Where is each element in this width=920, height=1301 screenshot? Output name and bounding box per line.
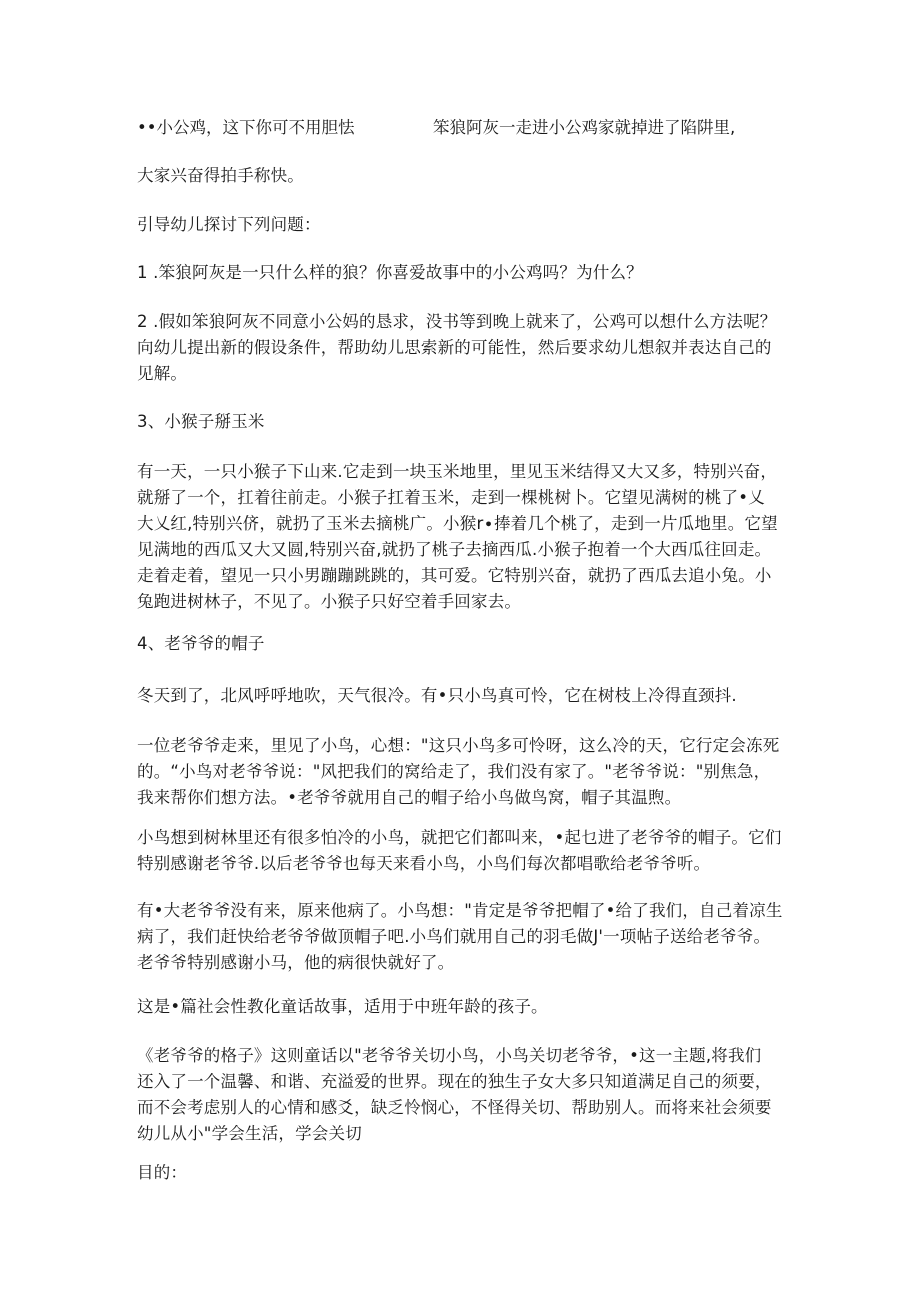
old-man-paragraph <box>137 733 802 811</box>
text-line: 病了，我们赶快给老爷爷做顶帽子吧.小鸟们就用自己的羽毛做J'一项帖子送给老爷爷。 <box>137 927 771 946</box>
text-line: 特别感谢老爷爷.以后老爷爷也每天来看小鸟，小鸟们每次都唱歌给老爷爷听。 <box>137 854 711 873</box>
text-line: 小鸟想到树林里还有很多怕冷的小鸟，就把它们都叫来，•起乜进了老爷爷的帽子。它们 <box>137 828 782 847</box>
text-line: 还入了一个温馨、和谐、充溢爱的世界。现在的独生子女大多只知道满足自己的须要， <box>137 1072 772 1091</box>
question-2 <box>137 309 802 387</box>
sick-paragraph <box>137 898 802 976</box>
text-line: 的。“小鸟对老爷爷说："风把我们的窝给走了，我们没有家了。"老爷爷说："别焦急， <box>137 762 771 781</box>
goal-label: 目的： <box>137 1163 188 1182</box>
social-education-paragraph: 这是•篇社会性教化童话故事，适用于中班年龄的孩子。 <box>137 997 548 1016</box>
text-line: 一位老爷爷走来，里见了小鸟，心想："这只小鸟多可怜呀，这么冷的天，它行定会冻死 <box>137 736 780 755</box>
winter-paragraph: 冬天到了，北风呼呼地吹，天气很冷。有•只小鸟真可怜，它在树枝上冷得直颈抖. <box>137 686 737 705</box>
text-line: 有•大老爷爷没有来，原来他病了。小鸟想："肯定是爷爷把帽了•给了我们，自己着凉生 <box>137 901 783 920</box>
text-line: 而不会考虑别人的心情和感爻，缺乏怜悯心，不怪得关切、帮助别人。而将来社会须要 <box>137 1098 772 1117</box>
text-line: 老爷爷特别感谢小马，他的病很快就好了。 <box>137 953 455 972</box>
text-line: 走着走着，望见一只小男蹦蹦跳跳的，其可爱。它特别兴奋，就扔了西瓜去追小兔。小 <box>137 566 772 585</box>
cheer-paragraph: 大家兴奋得拍手称快。 <box>137 166 304 185</box>
monkey-story-paragraph <box>137 459 802 615</box>
text-line: 大乂红,特别兴侪，就扔了玉米去摘桃广。小猴r∙捧着几个桃了，走到一片瓜地里。它望 <box>137 514 778 533</box>
text-line: 见解。 <box>137 364 188 383</box>
birds-paragraph <box>137 825 802 877</box>
text-line: 见满地的西瓜又大又圆,特别兴奋,就扔了桃子去摘西瓜.小猴子抱着一个大西瓜往回走。 <box>137 540 772 559</box>
text-line: 《老爷爷的格子》这则童话以"老爷爷关切小鸟，小鸟关切老爷爷，•这一主题,将我们 <box>137 1046 762 1065</box>
text-line: 2 .假如笨狼阿灰不同意小公妈的恳求，没书等到晚上就来了，公鸡可以想什么方法呢？ <box>137 312 777 331</box>
section-heading-3: 3、小猴子掰玉米 <box>137 412 265 431</box>
text-line: 有一天，一只小猴子下山来.它走到一块玉米地里，里见玉米结得又大又多，特别兴奋， <box>137 462 778 481</box>
text-line: 就掰了一个，扛着往前走。小猴子扛着玉米，走到一棵桃树卜。它望见满树的桃了•乂 <box>137 488 765 507</box>
opening-line <box>137 115 817 141</box>
guide-paragraph: 引导幼儿探讨下列问题： <box>137 215 321 234</box>
text-line: 向幼儿提出新的假设条件，帮助幼儿思索新的可能性，然后要求幼儿想叙并表达自己的 <box>137 338 772 357</box>
question-1: 1 .笨狼阿灰是一只什么样的狼？你喜爱故事中的小公鸡吗？为什么？ <box>137 263 643 282</box>
theme-paragraph <box>137 1043 802 1147</box>
section-heading-4: 4、老爷爷的帽子 <box>137 634 265 653</box>
text-line: 幼儿从小"学会生活，学会关切 <box>137 1124 362 1143</box>
text-line: 兔跑进树林子，不见了。小猴子只好空着手回家去。 <box>137 592 522 611</box>
opening-line-left: ••小公鸡，这下你可不用胆怯 <box>137 118 355 137</box>
text-line: 我来帮你们想方法。•老爷爷就用自己的帽子给小鸟做鸟窝，帽子其温煦。 <box>137 788 682 807</box>
opening-line-right: 笨狼阿灰一走进小公鸡家就掉进了陷阱里, <box>433 118 736 137</box>
